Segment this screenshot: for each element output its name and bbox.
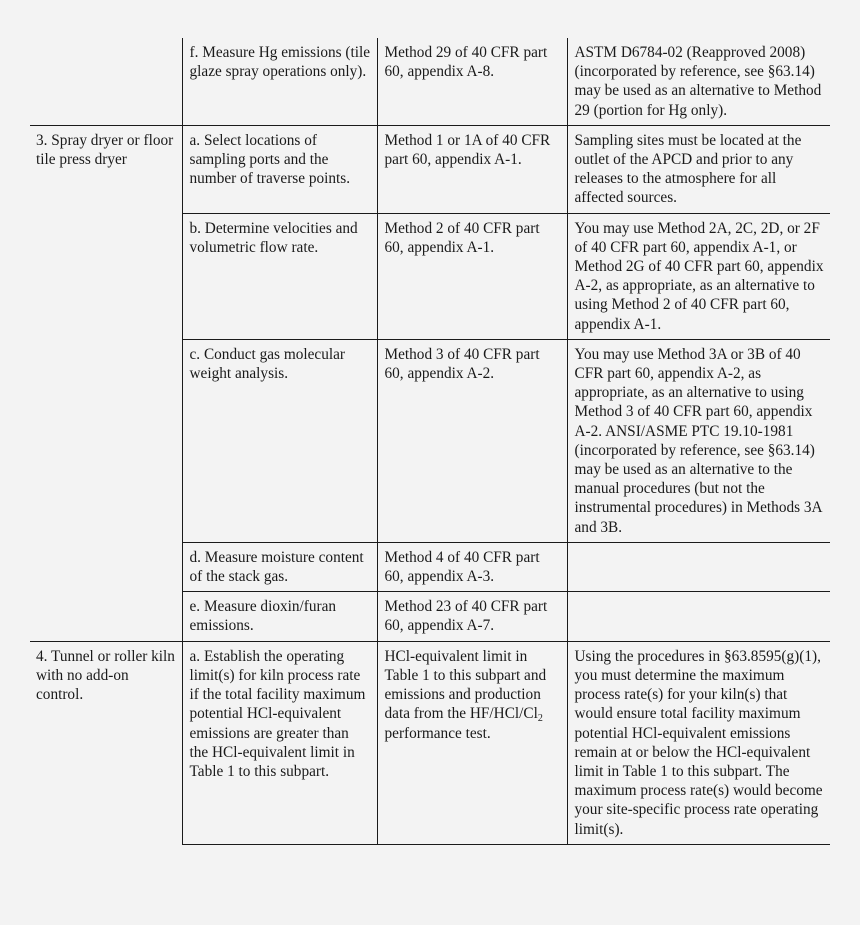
performance-test-requirements-table bbox=[30, 38, 830, 845]
task-cell: e. Measure dioxin/furan emissions. bbox=[182, 592, 377, 641]
requirements-cell bbox=[567, 542, 830, 591]
table-row bbox=[30, 641, 830, 844]
table-row bbox=[30, 38, 830, 125]
source-cell: 4. Tunnel or roller kiln with no add-on control. bbox=[30, 641, 182, 844]
task-cell: c. Conduct gas molecular weight analysis. bbox=[182, 339, 377, 542]
task-cell: a. Select locations of sampling ports and the number of traverse points. bbox=[182, 125, 377, 213]
method-cell: Method 23 of 40 CFR part 60, appendix A-7. bbox=[377, 592, 567, 641]
requirements-cell: You may use Method 3A or 3B of 40 CFR part 60, appendix A-2, as appropriate, as an alternative to using Method 3 of 40 CFR part 60, appendix A-2. ANSI/ASME PTC 19.10-1981 (incorporated by reference, see §63.14) may be used as an alternative to the manual procedures (but not the instrumental procedures) in Methods 3A and 3B. bbox=[567, 339, 830, 542]
chlorine-subscript: 2 bbox=[537, 713, 543, 725]
source-cell bbox=[30, 38, 182, 125]
method-text-end: performance test. bbox=[384, 724, 491, 742]
method-cell: Method 29 of 40 CFR part 60, appendix A-8. bbox=[377, 38, 567, 125]
method-text: HCl-equivalent limit in Table 1 to this subpart and emissions and production data from the HF/HCl/Cl bbox=[384, 647, 547, 723]
method-cell: Method 3 of 40 CFR part 60, appendix A-2. bbox=[377, 339, 567, 542]
method-cell: Method 1 or 1A of 40 CFR part 60, appendix A-1. bbox=[377, 125, 567, 213]
task-cell: f. Measure Hg emissions (tile glaze spray operations only). bbox=[182, 38, 377, 125]
method-cell: Method 4 of 40 CFR part 60, appendix A-3. bbox=[377, 542, 567, 591]
requirements-cell: Using the procedures in §63.8595(g)(1), you must determine the maximum process rate(s) for your kiln(s) that would ensure total facility maximum potential HCl-equivalent emissions remain at or below the HCl-equivalent limit in Table 1 to this subpart. The maximum process rate(s) would become your site-specific process rate operating limit(s). bbox=[567, 641, 830, 844]
source-cell: 3. Spray dryer or floor tile press dryer bbox=[30, 125, 182, 641]
requirements-cell: Sampling sites must be located at the outlet of the APCD and prior to any releases to the atmosphere for all affected sources. bbox=[567, 125, 830, 213]
requirements-cell bbox=[567, 592, 830, 641]
method-cell: Method 2 of 40 CFR part 60, appendix A-1. bbox=[377, 213, 567, 339]
requirements-cell: You may use Method 2A, 2C, 2D, or 2F of 40 CFR part 60, appendix A-1, or Method 2G of 40 CFR part 60, appendix A-2, as appropriate, as an alternative to using Method 2 of 40 CFR part 60, appendix A-1. bbox=[567, 213, 830, 339]
table-row bbox=[30, 125, 830, 213]
task-cell: a. Establish the operating limit(s) for kiln process rate if the total facility maximum potential HCl-equivalent emissions are greater than the HCl-equivalent limit in Table 1 to this subpart. bbox=[182, 641, 377, 844]
method-cell bbox=[377, 641, 567, 844]
requirements-cell: ASTM D6784-02 (Reapproved 2008) (incorporated by reference, see §63.14) may be used as an alternative to Method 29 (portion for Hg only). bbox=[567, 38, 830, 125]
task-cell: d. Measure moisture content of the stack gas. bbox=[182, 542, 377, 591]
task-cell: b. Determine velocities and volumetric flow rate. bbox=[182, 213, 377, 339]
